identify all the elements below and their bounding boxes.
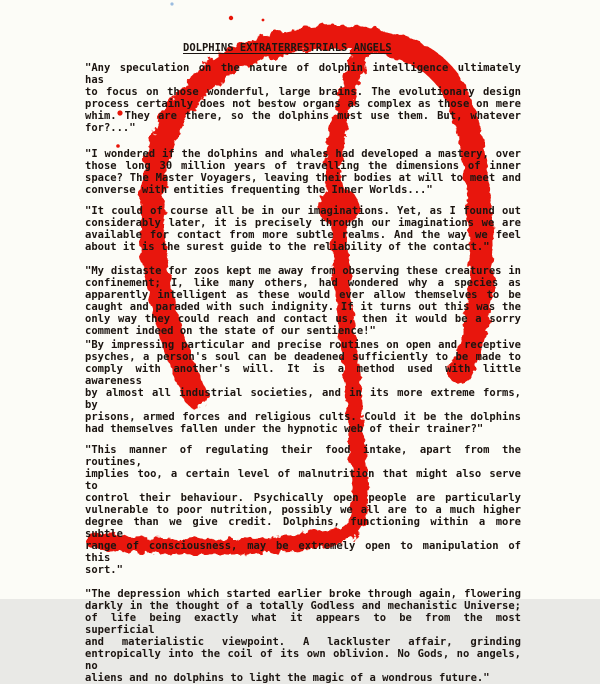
text-line: psyches, a person's soul can be deadened sufficiently to be made to [85,351,521,363]
text-line: whim. They are there, so the dolphins must use them. But, whatever [85,110,521,122]
text-line: of life being exactly what it appears to be from the most superficial [85,612,521,636]
paragraph [85,339,521,435]
text-line: comment indeed on the state of our sentience!" [85,325,376,337]
text-line: "It could of course all be in our imaginations. Yet, as I found out [85,205,521,217]
paragraph [85,265,521,337]
paragraph [85,62,521,134]
text-line: "I wondered if the dolphins and whales had developed a mastery, over [85,148,521,160]
text-line: converse with entities frequenting the Inner Worlds..." [85,184,433,196]
text-line: process certainly does not bestow organs as complex as those on mere [85,98,521,110]
text-line: only way they could reach and contact us, then it would be a sorry [85,313,521,325]
text-line: those long 30 million years of travelling the dimensions of inner [85,160,521,172]
text-line: considerably later, it is precisely through our imaginations we are [85,217,521,229]
text-line: control their behaviour. Psychically open people are particularly [85,492,521,504]
text-line: comply with another's will. It is a method used with little awareness [85,363,521,387]
text-line: "The depression which started earlier broke through again, flowering [85,588,521,600]
page-title: DOLPHINS EXTRATERRESTRIALS ANGELS [183,42,392,54]
text-column [85,42,521,684]
text-line: available for contact from more subtle realms. And the way we feel [85,229,521,241]
text-line: implies too, a certain level of malnutrition that might also serve to [85,468,521,492]
text-line: apparently intelligent as these would ever allow themselves to be [85,289,521,301]
text-line: and materialistic viewpoint. A lackluster affair, grinding [85,636,521,648]
text-line: prisons, armed forces and religious cults. Could it be the dolphins [85,411,521,423]
text-line: by almost all industrial societies, and in its more extreme forms, by [85,387,521,411]
paragraph [85,205,521,253]
text-line: confinement; I, like many others, had wondered why a species as [85,277,521,289]
text-line: had themselves fallen under the hypnotic web of their trainer?" [85,423,484,435]
text-line: "My distaste for zoos kept me away from observing these creatures in [85,265,521,277]
text-line: darkly in the thought of a totally Godless and mechanistic Universe; [85,600,521,612]
text-line: degree than we give credit. Dolphins, functioning within a more subtle [85,516,521,540]
paragraph [85,148,521,196]
scan-speck-blue [170,2,173,5]
text-line: aliens and no dolphins to light the magic of a wondrous future." [85,672,490,684]
paragraph [85,588,521,684]
text-line: "By impressing particular and precise routines on open and receptive [85,339,521,351]
text-line: vulnerable to poor nutrition, possibly we all are to a much higher [85,504,521,516]
text-line: space? The Master Voyagers, leaving their bodies at will to meet and [85,172,521,184]
text-line: sort." [85,564,123,576]
body-text [85,62,521,684]
paragraph [85,444,521,576]
text-line: caught and paraded with such indignity. If it turns out this was the [85,301,521,313]
text-line: "Any speculation on the nature of dolphin intelligence ultimately has [85,62,521,86]
text-line: to focus on those wonderful, large brains. The evolutionary design [85,86,521,98]
text-line: "This manner of regulating their food intake, apart from the routines, [85,444,521,468]
text-line: for?..." [85,122,136,134]
text-line: about it is the surest guide to the reliability of the contact." [85,241,490,253]
text-line: entropically into the coil of its own oblivion. No Gods, no angels, no [85,648,521,672]
text-line: range of consciousness, may be extremely open to manipulation of this [85,540,521,564]
